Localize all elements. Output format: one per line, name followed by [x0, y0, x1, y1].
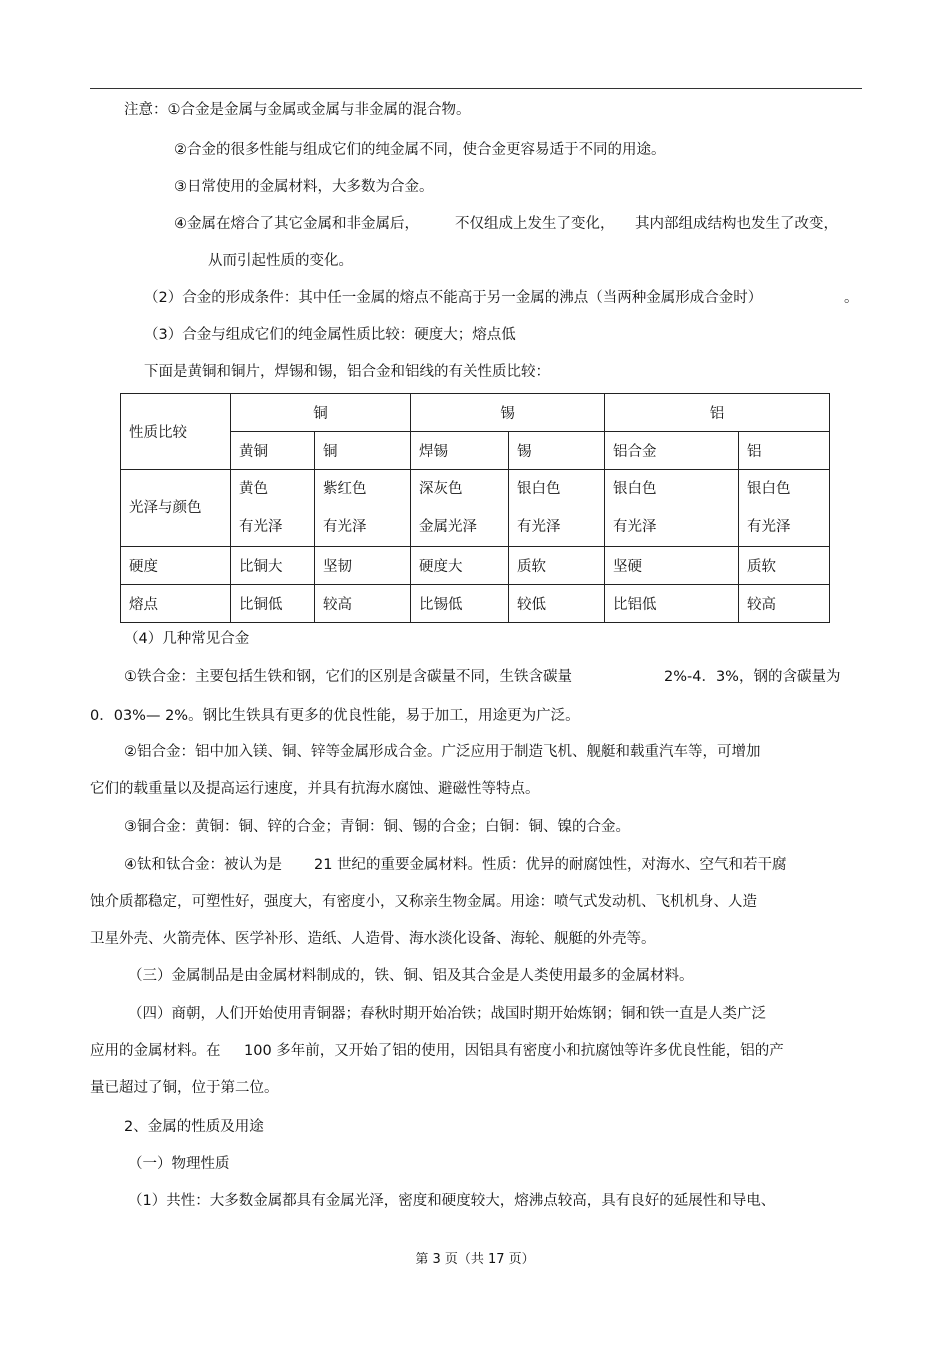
- table-cell: 硬度大: [411, 547, 509, 585]
- group-header-aluminum: 铝: [605, 394, 830, 432]
- alloy-condition: （2）合金的形成条件：其中任一金属的熔点不能高于另一金属的沸点（当两种金属形成合金时）: [144, 290, 763, 306]
- table-cell: 质软: [739, 547, 830, 585]
- note-4-part-b: 不仅组成上发生了变化，: [455, 216, 615, 232]
- table-intro: 下面是黄铜和铜片，焊锡和锡，铝合金和铝线的有关性质比较：: [144, 364, 550, 380]
- table-cell: 坚硬: [605, 547, 739, 585]
- row-label-melting-point: 熔点: [121, 585, 231, 623]
- note-4-part-a: ④金属在熔合了其它金属和非金属后，: [174, 216, 419, 232]
- alloy-condition-end: 。: [844, 290, 859, 306]
- table-cell: [739, 470, 830, 547]
- cell-line: 有光泽: [239, 519, 283, 535]
- table-cell: 较低: [509, 585, 605, 623]
- table-cell: [411, 470, 509, 547]
- cell-line: 有光泽: [747, 519, 791, 535]
- note-3: ③日常使用的金属材料，大多数为合金。: [174, 179, 434, 195]
- metal-products-paragraph: （三）金属制品是由金属材料制成的，铁、铜、铝及其合金是人类使用最多的金属材料。: [128, 968, 694, 984]
- table-cell: [315, 470, 411, 547]
- table-row: [121, 470, 830, 547]
- history-line-1: （四）商朝，人们开始使用青铜器；春秋时期开始冶铁；战国时期开始炼钢；铜和铁一直是人类广泛: [128, 1006, 766, 1022]
- titanium-alloy-line-3: 卫星外壳、火箭壳体、医学补形、造纸、人造骨、海水淡化设备、海轮、舰艇的外壳等。: [90, 931, 656, 947]
- property-comparison-table: [120, 393, 830, 623]
- cell-line: 银白色: [747, 481, 791, 497]
- note-4-part-c: 其内部组成结构也发生了改变，: [635, 216, 838, 232]
- table-corner-header: 性质比较: [121, 394, 231, 470]
- cell-line: 黄色: [239, 481, 268, 497]
- table-row: [121, 394, 830, 432]
- row-label-luster-color: 光泽与颜色: [121, 470, 231, 547]
- table-cell: 较高: [739, 585, 830, 623]
- table-cell: 质软: [509, 547, 605, 585]
- cell-line: 有光泽: [517, 519, 561, 535]
- subheader-solder: 焊锡: [411, 432, 509, 470]
- common-properties-line: （1）共性：大多数金属都具有金属光泽，密度和硬度较大，熔沸点较高，具有良好的延展性和导电、: [128, 1193, 776, 1209]
- aluminum-alloy-line-2: 它们的载重量以及提高运行速度，并具有抗海水腐蚀、避磁性等特点。: [90, 781, 540, 797]
- iron-alloy-line-1b: 2%-4．3%，钢的含碳量为: [664, 669, 841, 685]
- table-cell: 比铜大: [231, 547, 315, 585]
- table-row: [121, 547, 830, 585]
- history-line-2b: 100 多年前，又开始了铝的使用，因铝具有密度小和抗腐蚀等许多优良性能，铝的产: [244, 1043, 784, 1059]
- aluminum-alloy-line-1: ②铝合金：铝中加入镁、铜、锌等金属形成合金。广泛应用于制造飞机、舰艇和载重汽车等，可增加: [124, 744, 761, 760]
- table-cell: 比锡低: [411, 585, 509, 623]
- table-cell: [231, 470, 315, 547]
- cell-line: 银白色: [613, 481, 657, 497]
- copper-alloy-line: ③铜合金：黄铜：铜、锌的合金；青铜：铜、锡的合金；白铜：铜、镍的合金。: [124, 819, 630, 835]
- page-footer: 第 3 页（共 17 页）: [415, 1252, 535, 1267]
- cell-line: 金属光泽: [419, 519, 477, 535]
- titanium-alloy-line-1b: 21 世纪的重要金属材料。性质：优异的耐腐蚀性，对海水、空气和若干腐: [314, 857, 787, 873]
- table-cell: 较高: [315, 585, 411, 623]
- cell-line: 深灰色: [419, 481, 463, 497]
- group-header-copper: 铜: [231, 394, 411, 432]
- subheader-tin: 锡: [509, 432, 605, 470]
- table-cell: 比铝低: [605, 585, 739, 623]
- subheader-copper: 铜: [315, 432, 411, 470]
- iron-alloy-line-1a: ①铁合金：主要包括生铁和钢，它们的区别是含碳量不同，生铁含碳量: [124, 669, 572, 685]
- row-label-hardness: 硬度: [121, 547, 231, 585]
- physical-properties-title: （一）物理性质: [128, 1156, 230, 1172]
- cell-line: 紫红色: [323, 481, 367, 497]
- section-2-title: 2、金属的性质及用途: [124, 1119, 264, 1135]
- alloy-comparison: （3）合金与组成它们的纯金属性质比较：硬度大；熔点低: [144, 327, 516, 343]
- note-4-part-d: 从而引起性质的变化。: [208, 253, 353, 269]
- table-cell: [509, 470, 605, 547]
- history-line-2a: 应用的金属材料。在: [90, 1043, 221, 1059]
- cell-line: 有光泽: [613, 519, 657, 535]
- table-row: [121, 585, 830, 623]
- subheader-brass: 黄铜: [231, 432, 315, 470]
- header-rule: [90, 88, 862, 89]
- subheader-aluminum: 铝: [739, 432, 830, 470]
- iron-alloy-line-2: 0．03%— 2%。钢比生铁具有更多的优良性能，易于加工，用途更为广泛。: [90, 708, 580, 724]
- table-cell: 坚韧: [315, 547, 411, 585]
- table-cell: 比铜低: [231, 585, 315, 623]
- subheader-aluminum-alloy: 铝合金: [605, 432, 739, 470]
- titanium-alloy-line-1a: ④钛和钛合金：被认为是: [124, 857, 282, 873]
- common-alloys-title: （4）几种常见合金: [124, 631, 250, 647]
- note-2: ②合金的很多性能与组成它们的纯金属不同，使合金更容易适于不同的用途。: [174, 142, 666, 158]
- group-header-tin: 锡: [411, 394, 605, 432]
- cell-line: 银白色: [517, 481, 561, 497]
- table-cell: [605, 470, 739, 547]
- history-line-3: 量已超过了铜，位于第二位。: [90, 1080, 279, 1096]
- titanium-alloy-line-2: 蚀介质都稳定，可塑性好，强度大，有密度小，又称亲生物金属。用途：喷气式发动机、飞机机身、人造: [90, 894, 757, 910]
- cell-line: 有光泽: [323, 519, 367, 535]
- note-1: 注意：①合金是金属与金属或金属与非金属的混合物。: [124, 102, 471, 118]
